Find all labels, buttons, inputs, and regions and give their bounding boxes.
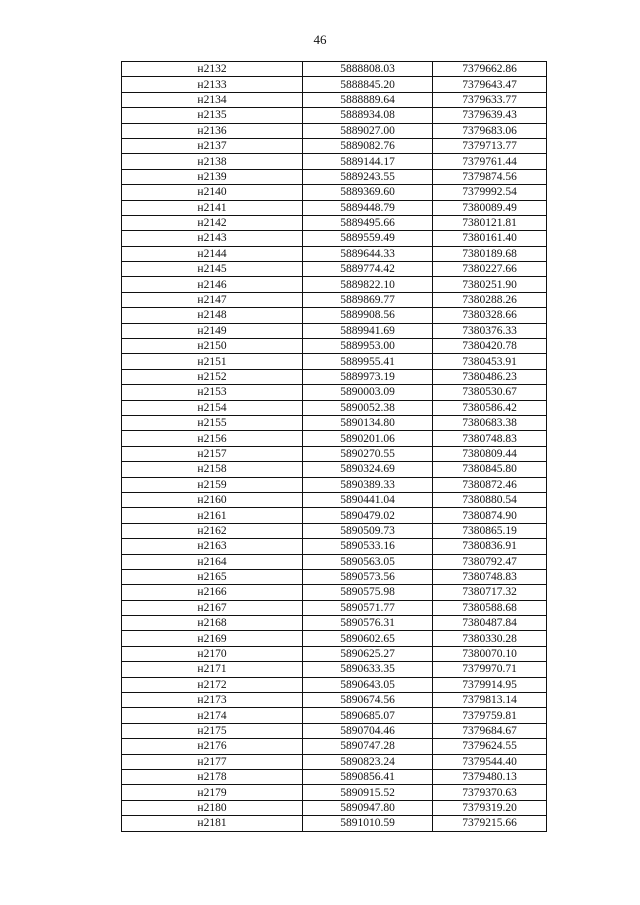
table-row — [122, 246, 547, 261]
table-row — [122, 138, 547, 153]
point-id-cell: н2147 — [122, 292, 303, 307]
y-coordinate-cell: 7380227.66 — [433, 262, 547, 277]
table-row — [122, 77, 547, 92]
y-coordinate-cell: 7380836.91 — [433, 539, 547, 554]
table-row — [122, 631, 547, 646]
point-id-cell: н2164 — [122, 554, 303, 569]
point-id-cell: н2160 — [122, 492, 303, 507]
point-id-cell: н2132 — [122, 62, 303, 77]
x-coordinate-cell: 5890571.77 — [303, 600, 433, 615]
point-id-cell: н2134 — [122, 92, 303, 107]
point-id-cell: н2148 — [122, 308, 303, 323]
x-coordinate-cell: 5890324.69 — [303, 462, 433, 477]
x-coordinate-cell: 5889941.69 — [303, 323, 433, 338]
table-row — [122, 154, 547, 169]
table-row — [122, 354, 547, 369]
table-row — [122, 185, 547, 200]
y-coordinate-cell: 7379480.13 — [433, 769, 547, 784]
point-id-cell: н2173 — [122, 693, 303, 708]
table-row — [122, 123, 547, 138]
y-coordinate-cell: 7379662.86 — [433, 62, 547, 77]
y-coordinate-cell: 7380717.32 — [433, 585, 547, 600]
point-id-cell: н2155 — [122, 415, 303, 430]
table-row — [122, 400, 547, 415]
point-id-cell: н2169 — [122, 631, 303, 646]
y-coordinate-cell: 7380453.91 — [433, 354, 547, 369]
table-row — [122, 369, 547, 384]
x-coordinate-cell: 5888845.20 — [303, 77, 433, 92]
table-row — [122, 431, 547, 446]
y-coordinate-cell: 7380189.68 — [433, 246, 547, 261]
table-row — [122, 262, 547, 277]
x-coordinate-cell: 5889082.76 — [303, 138, 433, 153]
y-coordinate-cell: 7380420.78 — [433, 339, 547, 354]
point-id-cell: н2146 — [122, 277, 303, 292]
x-coordinate-cell: 5890509.73 — [303, 523, 433, 538]
point-id-cell: н2177 — [122, 754, 303, 769]
y-coordinate-cell: 7380121.81 — [433, 215, 547, 230]
x-coordinate-cell: 5890915.52 — [303, 785, 433, 800]
y-coordinate-cell: 7379684.67 — [433, 723, 547, 738]
table-row — [122, 385, 547, 400]
point-id-cell: н2145 — [122, 262, 303, 277]
point-id-cell: н2170 — [122, 646, 303, 661]
y-coordinate-cell: 7380288.26 — [433, 292, 547, 307]
table-row — [122, 693, 547, 708]
y-coordinate-cell: 7380874.90 — [433, 508, 547, 523]
y-coordinate-cell: 7379759.81 — [433, 708, 547, 723]
point-id-cell: н2136 — [122, 123, 303, 138]
x-coordinate-cell: 5889243.55 — [303, 169, 433, 184]
y-coordinate-cell: 7380586.42 — [433, 400, 547, 415]
table-row — [122, 415, 547, 430]
point-id-cell: н2171 — [122, 662, 303, 677]
x-coordinate-cell: 5890134.80 — [303, 415, 433, 430]
y-coordinate-cell: 7380845.80 — [433, 462, 547, 477]
x-coordinate-cell: 5890575.98 — [303, 585, 433, 600]
page-number: 46 — [313, 32, 327, 47]
x-coordinate-cell: 5890576.31 — [303, 616, 433, 631]
y-coordinate-cell: 7379633.77 — [433, 92, 547, 107]
y-coordinate-cell: 7380330.28 — [433, 631, 547, 646]
y-coordinate-cell: 7380487.84 — [433, 616, 547, 631]
x-coordinate-cell: 5890823.24 — [303, 754, 433, 769]
y-coordinate-cell: 7379370.63 — [433, 785, 547, 800]
y-coordinate-cell: 7380251.90 — [433, 277, 547, 292]
table-row — [122, 277, 547, 292]
table-row — [122, 723, 547, 738]
table-row — [122, 616, 547, 631]
x-coordinate-cell: 5888808.03 — [303, 62, 433, 77]
y-coordinate-cell: 7379544.40 — [433, 754, 547, 769]
table-row — [122, 708, 547, 723]
y-coordinate-cell: 7379643.47 — [433, 77, 547, 92]
x-coordinate-cell: 5889448.79 — [303, 200, 433, 215]
x-coordinate-cell: 5890441.04 — [303, 492, 433, 507]
x-coordinate-cell: 5888934.08 — [303, 108, 433, 123]
x-coordinate-cell: 5890563.05 — [303, 554, 433, 569]
point-id-cell: н2141 — [122, 200, 303, 215]
coordinates-table-body — [122, 62, 547, 832]
point-id-cell: н2135 — [122, 108, 303, 123]
table-row — [122, 554, 547, 569]
point-id-cell: н2166 — [122, 585, 303, 600]
y-coordinate-cell: 7380872.46 — [433, 477, 547, 492]
x-coordinate-cell: 5890389.33 — [303, 477, 433, 492]
x-coordinate-cell: 5890573.56 — [303, 569, 433, 584]
x-coordinate-cell: 5889908.56 — [303, 308, 433, 323]
table-row — [122, 785, 547, 800]
y-coordinate-cell: 7380792.47 — [433, 554, 547, 569]
point-id-cell: н2168 — [122, 616, 303, 631]
x-coordinate-cell: 5890674.56 — [303, 693, 433, 708]
table-row — [122, 754, 547, 769]
point-id-cell: н2137 — [122, 138, 303, 153]
table-row — [122, 769, 547, 784]
table-row — [122, 739, 547, 754]
table-row — [122, 677, 547, 692]
y-coordinate-cell: 7379319.20 — [433, 800, 547, 815]
point-id-cell: н2181 — [122, 816, 303, 831]
x-coordinate-cell: 5891010.59 — [303, 816, 433, 831]
x-coordinate-cell: 5889774.42 — [303, 262, 433, 277]
point-id-cell: н2167 — [122, 600, 303, 615]
x-coordinate-cell: 5890533.16 — [303, 539, 433, 554]
y-coordinate-cell: 7380328.66 — [433, 308, 547, 323]
y-coordinate-cell: 7380376.33 — [433, 323, 547, 338]
table-row — [122, 800, 547, 815]
point-id-cell: н2140 — [122, 185, 303, 200]
coordinates-table — [121, 61, 547, 832]
x-coordinate-cell: 5889495.66 — [303, 215, 433, 230]
x-coordinate-cell: 5889822.10 — [303, 277, 433, 292]
x-coordinate-cell: 5889144.17 — [303, 154, 433, 169]
point-id-cell: н2139 — [122, 169, 303, 184]
y-coordinate-cell: 7379761.44 — [433, 154, 547, 169]
x-coordinate-cell: 5890003.09 — [303, 385, 433, 400]
point-id-cell: н2138 — [122, 154, 303, 169]
point-id-cell: н2163 — [122, 539, 303, 554]
x-coordinate-cell: 5889644.33 — [303, 246, 433, 261]
y-coordinate-cell: 7379215.66 — [433, 816, 547, 831]
point-id-cell: н2174 — [122, 708, 303, 723]
point-id-cell: н2149 — [122, 323, 303, 338]
point-id-cell: н2175 — [122, 723, 303, 738]
table-row — [122, 308, 547, 323]
point-id-cell: н2178 — [122, 769, 303, 784]
point-id-cell: н2152 — [122, 369, 303, 384]
x-coordinate-cell: 5889953.00 — [303, 339, 433, 354]
table-row — [122, 600, 547, 615]
y-coordinate-cell: 7380880.54 — [433, 492, 547, 507]
y-coordinate-cell: 7379683.06 — [433, 123, 547, 138]
table-row — [122, 477, 547, 492]
point-id-cell: н2151 — [122, 354, 303, 369]
y-coordinate-cell: 7379914.95 — [433, 677, 547, 692]
y-coordinate-cell: 7380809.44 — [433, 446, 547, 461]
y-coordinate-cell: 7380089.49 — [433, 200, 547, 215]
point-id-cell: н2156 — [122, 431, 303, 446]
point-id-cell: н2159 — [122, 477, 303, 492]
x-coordinate-cell: 5890704.46 — [303, 723, 433, 738]
x-coordinate-cell: 5890947.80 — [303, 800, 433, 815]
x-coordinate-cell: 5890747.28 — [303, 739, 433, 754]
table-row — [122, 339, 547, 354]
table-row — [122, 662, 547, 677]
point-id-cell: н2154 — [122, 400, 303, 415]
x-coordinate-cell: 5890625.27 — [303, 646, 433, 661]
x-coordinate-cell: 5890052.38 — [303, 400, 433, 415]
table-row — [122, 523, 547, 538]
y-coordinate-cell: 7380486.23 — [433, 369, 547, 384]
table-row — [122, 292, 547, 307]
table-row — [122, 646, 547, 661]
point-id-cell: н2180 — [122, 800, 303, 815]
y-coordinate-cell: 7380161.40 — [433, 231, 547, 246]
point-id-cell: н2157 — [122, 446, 303, 461]
x-coordinate-cell: 5888889.64 — [303, 92, 433, 107]
point-id-cell: н2161 — [122, 508, 303, 523]
y-coordinate-cell: 7380588.68 — [433, 600, 547, 615]
table-row — [122, 92, 547, 107]
table-row — [122, 569, 547, 584]
table-row — [122, 539, 547, 554]
point-id-cell: н2142 — [122, 215, 303, 230]
x-coordinate-cell: 5890856.41 — [303, 769, 433, 784]
y-coordinate-cell: 7379992.54 — [433, 185, 547, 200]
point-id-cell: н2150 — [122, 339, 303, 354]
table-row — [122, 492, 547, 507]
table-row — [122, 323, 547, 338]
x-coordinate-cell: 5890479.02 — [303, 508, 433, 523]
table-row — [122, 169, 547, 184]
x-coordinate-cell: 5889973.19 — [303, 369, 433, 384]
table-row — [122, 62, 547, 77]
point-id-cell: н2153 — [122, 385, 303, 400]
point-id-cell: н2144 — [122, 246, 303, 261]
y-coordinate-cell: 7379874.56 — [433, 169, 547, 184]
x-coordinate-cell: 5889869.77 — [303, 292, 433, 307]
y-coordinate-cell: 7379624.55 — [433, 739, 547, 754]
point-id-cell: н2176 — [122, 739, 303, 754]
y-coordinate-cell: 7379713.77 — [433, 138, 547, 153]
y-coordinate-cell: 7380748.83 — [433, 431, 547, 446]
x-coordinate-cell: 5890685.07 — [303, 708, 433, 723]
y-coordinate-cell: 7379813.14 — [433, 693, 547, 708]
table-row — [122, 816, 547, 831]
y-coordinate-cell: 7380070.10 — [433, 646, 547, 661]
point-id-cell: н2165 — [122, 569, 303, 584]
y-coordinate-cell: 7380748.83 — [433, 569, 547, 584]
table-row — [122, 446, 547, 461]
y-coordinate-cell: 7380530.67 — [433, 385, 547, 400]
point-id-cell: н2143 — [122, 231, 303, 246]
point-id-cell: н2172 — [122, 677, 303, 692]
y-coordinate-cell: 7379639.43 — [433, 108, 547, 123]
y-coordinate-cell: 7379970.71 — [433, 662, 547, 677]
x-coordinate-cell: 5890270.55 — [303, 446, 433, 461]
table-row — [122, 200, 547, 215]
x-coordinate-cell: 5890201.06 — [303, 431, 433, 446]
x-coordinate-cell: 5889369.60 — [303, 185, 433, 200]
x-coordinate-cell: 5890602.65 — [303, 631, 433, 646]
y-coordinate-cell: 7380865.19 — [433, 523, 547, 538]
x-coordinate-cell: 5889027.00 — [303, 123, 433, 138]
table-row — [122, 462, 547, 477]
point-id-cell: н2158 — [122, 462, 303, 477]
x-coordinate-cell: 5889955.41 — [303, 354, 433, 369]
point-id-cell: н2162 — [122, 523, 303, 538]
x-coordinate-cell: 5890633.35 — [303, 662, 433, 677]
y-coordinate-cell: 7380683.38 — [433, 415, 547, 430]
table-row — [122, 585, 547, 600]
table-row — [122, 215, 547, 230]
x-coordinate-cell: 5889559.49 — [303, 231, 433, 246]
table-row — [122, 508, 547, 523]
table-row — [122, 231, 547, 246]
table-row — [122, 108, 547, 123]
point-id-cell: н2179 — [122, 785, 303, 800]
x-coordinate-cell: 5890643.05 — [303, 677, 433, 692]
point-id-cell: н2133 — [122, 77, 303, 92]
